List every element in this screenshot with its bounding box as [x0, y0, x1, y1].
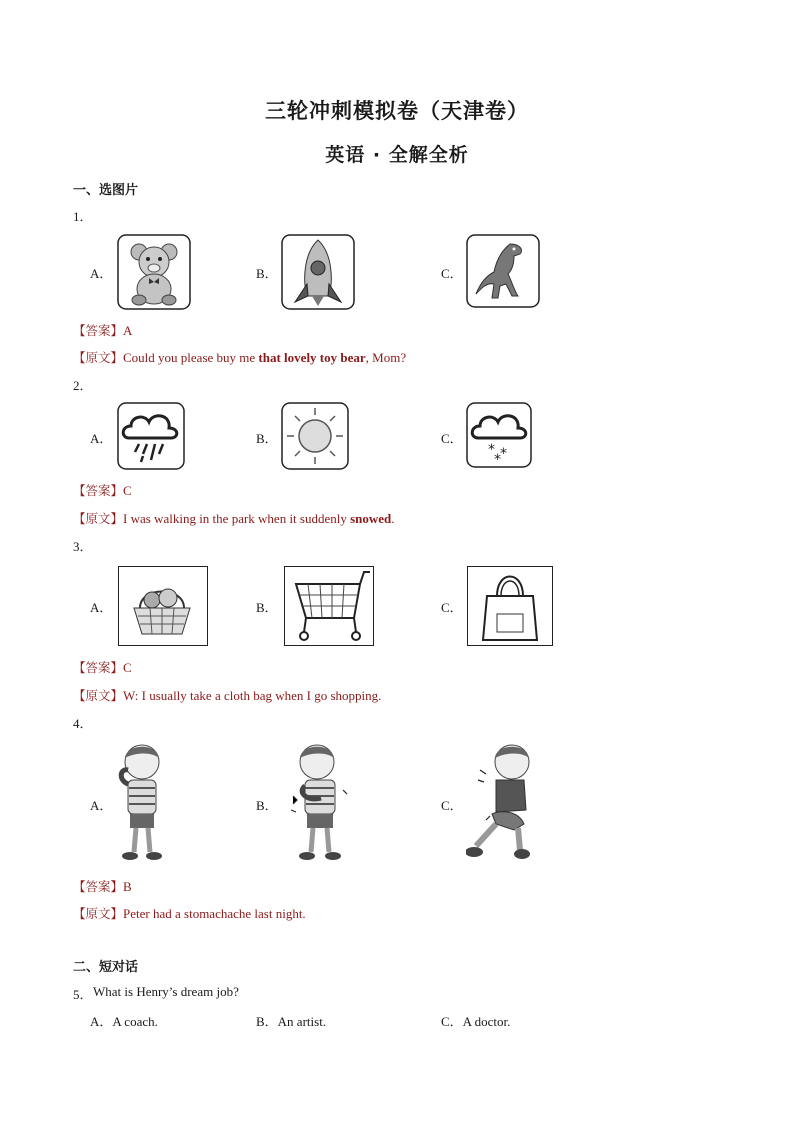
option-label-a: A．	[90, 798, 113, 813]
question-number: 4．	[73, 716, 93, 731]
boy-stomachache-icon	[283, 740, 357, 864]
svg-text:*: *	[494, 452, 501, 468]
boy-toothache-icon	[112, 740, 172, 864]
transcript-line	[73, 686, 381, 704]
answer-value: C	[123, 660, 132, 675]
option-label-c: C．	[441, 431, 463, 446]
answer-line	[73, 877, 132, 895]
option-label-c: C．	[441, 600, 463, 615]
option-label-a: A．	[90, 266, 113, 281]
transcript-highlight: that lovely toy bear	[258, 350, 366, 365]
answer-tag: 【答案】	[73, 483, 124, 498]
boy-knee-pain-icon	[466, 740, 542, 864]
transcript-text-end: .	[391, 511, 395, 526]
option-label-c: C．	[441, 266, 463, 281]
section-heading-dialogues: 二、短对话	[73, 960, 139, 975]
shopping-cart-icon	[284, 566, 374, 646]
answer-tag: 【答案】	[73, 323, 124, 338]
section-heading-pictures: 一、选图片	[73, 183, 139, 198]
cloth-bag-icon	[467, 566, 553, 646]
transcript-tag: 【原文】	[73, 511, 124, 526]
page-subtitle: 英语 · 全解全析	[325, 144, 469, 166]
transcript-tag: 【原文】	[73, 906, 124, 921]
option-label-a: A．	[90, 431, 113, 446]
answer-tag: 【答案】	[73, 879, 124, 894]
dinosaur-icon	[466, 234, 540, 308]
answer-value: C	[123, 483, 132, 498]
option-c: C．A doctor.	[441, 1014, 511, 1029]
sun-icon	[281, 402, 349, 470]
option-label-b: B．	[256, 431, 278, 446]
svg-text:*: *	[500, 446, 507, 462]
transcript-highlight: snowed	[350, 511, 392, 526]
option-a: A．A coach.	[90, 1014, 158, 1029]
rain-cloud-icon	[117, 402, 185, 470]
answer-tag: 【答案】	[73, 660, 124, 675]
question-number: 2．	[73, 378, 93, 393]
page-title: 三轮冲刺模拟卷（天津卷）	[265, 99, 529, 123]
rocket-icon	[281, 234, 355, 310]
transcript-text: Could you please buy me	[123, 350, 259, 365]
question-number: 3．	[73, 539, 93, 554]
transcript-tag: 【原文】	[73, 688, 124, 703]
snow-cloud-icon	[466, 402, 532, 468]
question-number: 1．	[73, 209, 93, 224]
option-label-b: B．	[256, 600, 278, 615]
teddy-bear-icon	[117, 234, 191, 310]
transcript-tag: 【原文】	[73, 350, 124, 365]
answer-line	[73, 658, 132, 676]
transcript-text-end: , Mom?	[365, 350, 407, 365]
transcript-text: W: I usually take a cloth bag when I go shopping.	[123, 688, 382, 703]
transcript-line	[73, 904, 306, 922]
answer-value: B	[123, 879, 132, 894]
answer-value: A	[123, 323, 133, 338]
question-text: What is Henry’s dream job?	[93, 984, 239, 999]
transcript-line	[73, 348, 406, 366]
option-label-c: C．	[441, 798, 463, 813]
option-label-b: B．	[256, 798, 278, 813]
option-label-b: B．	[256, 266, 278, 281]
answer-line	[73, 321, 132, 339]
transcript-line	[73, 509, 395, 527]
answer-line	[73, 481, 132, 499]
question-number: 5．	[73, 987, 93, 1002]
option-b: B．An artist.	[256, 1014, 327, 1029]
transcript-text: Peter had a stomachache last night.	[123, 906, 306, 921]
transcript-text: I was walking in the park when it suddenly	[123, 511, 351, 526]
option-label-a: A．	[90, 600, 113, 615]
svg-text:*: *	[488, 442, 495, 458]
basket-icon	[118, 566, 208, 646]
